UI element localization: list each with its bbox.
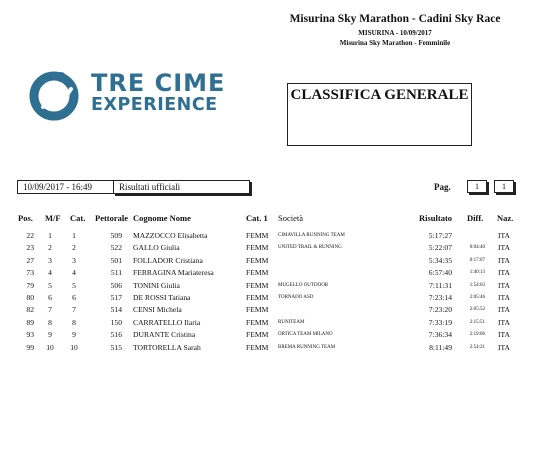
cell-mf: 7 [48, 305, 52, 315]
cell-diff: 1:54:03 [469, 282, 485, 288]
cell-cat1: FEMM [246, 268, 269, 278]
cell-naz: ITA [498, 330, 511, 340]
cell-diff: 2:19:06 [469, 332, 485, 338]
cell-pettorale: 516 [110, 330, 122, 340]
cell-risultato: 5:34:35 [428, 255, 452, 265]
race-category: Misurina Sky Marathon - Femminile [339, 39, 451, 47]
cell-cat1: FEMM [246, 317, 269, 327]
cell-mf: 1 [48, 231, 52, 240]
cell-societa: BREMA RUNNING TEAM [278, 344, 336, 350]
cell-pos: 79 [26, 280, 34, 290]
cell-name: MAZZOCCO Elisabetta [133, 231, 208, 240]
cell-pettorale: 150 [110, 317, 122, 327]
cell-cat: 9 [72, 330, 76, 340]
cell-diff: 2:54:21 [469, 344, 485, 350]
cell-risultato: 7:11:31 [429, 280, 452, 290]
cell-naz: ITA [498, 268, 511, 278]
page-title: Misurina Sky Marathon - Cadini Sky Race [289, 13, 501, 25]
cell-diff: 0:04:40 [469, 245, 485, 251]
cell-mf: 6 [48, 293, 52, 302]
col-header-cat: Cat. [70, 213, 86, 223]
col-header-pettorale: Pettorale [95, 213, 129, 223]
cell-risultato: 5:22:07 [428, 243, 452, 253]
cell-pettorale: 511 [110, 268, 122, 278]
cell-name: CARRATELLO Ilaria [133, 317, 201, 327]
cell-risultato: 7:36:34 [428, 330, 452, 340]
cell-cat: 6 [72, 293, 76, 302]
cell-pos: 89 [26, 317, 34, 327]
cell-mf: 9 [48, 330, 52, 340]
cell-mf: 8 [48, 317, 52, 327]
cell-cat1: FEMM [246, 330, 269, 340]
logo-text-experience: EXPERIENCE [91, 95, 218, 115]
page-label: Pag. [434, 182, 451, 192]
cell-mf: 2 [48, 243, 52, 253]
cell-pos: 82 [26, 305, 34, 315]
cell-risultato: 7:33:19 [428, 317, 452, 327]
cell-risultato: 5:17:27 [428, 231, 452, 240]
cell-cat1: FEMM [246, 243, 269, 253]
cell-cat1: FEMM [246, 255, 269, 265]
cell-name: GALLO Giulia [133, 243, 180, 253]
cell-pos: 23 [26, 243, 34, 253]
cell-naz: ITA [498, 342, 511, 352]
cell-societa: ORTICA TEAM MILANO [278, 332, 333, 338]
cell-mf: 4 [48, 268, 52, 278]
cell-name: DURANTE Cristina [133, 330, 196, 340]
cell-diff: 0:17:07 [469, 257, 485, 263]
col-header-mf: M/F [45, 213, 61, 223]
cell-mf: 3 [48, 255, 52, 265]
cell-pos: 99 [26, 342, 34, 352]
cell-diff: 1:40:13 [469, 270, 485, 276]
col-header-cat1: Cat. 1 [246, 213, 268, 223]
cell-pettorale: 515 [110, 342, 122, 352]
cell-risultato: 6:57:40 [428, 268, 452, 278]
cell-cat1: FEMM [246, 280, 269, 290]
cell-mf: 5 [48, 280, 52, 290]
cell-name: FERRAGINA Mariateresa [133, 268, 214, 278]
datetime-box: 10/09/2017 - 16:49 [17, 180, 114, 194]
cell-cat1: FEMM [246, 305, 269, 315]
cell-name: TORTORELLA Sarah [133, 342, 201, 352]
col-header-risultato: Risultato [419, 213, 453, 223]
cell-name: TONINI Giulia [133, 280, 180, 290]
cell-naz: ITA [498, 293, 511, 302]
cell-societa: UNITED TRAIL & RUNNING [278, 245, 342, 251]
cell-naz: ITA [498, 231, 511, 240]
cell-cat: 3 [72, 255, 76, 265]
cell-risultato: 8:11:49 [429, 342, 452, 352]
cell-pos: 80 [26, 293, 34, 302]
cell-naz: ITA [498, 317, 511, 327]
classifica-box [287, 83, 472, 146]
cell-name: FOLLADOR Cristiana [133, 255, 203, 265]
classifica-title: CLASSIFICA GENERALE [290, 87, 469, 103]
cell-cat: 7 [72, 305, 76, 315]
cell-name: DE ROSSI Tatiana [133, 293, 191, 302]
cell-pos: 22 [26, 231, 34, 240]
cell-naz: ITA [498, 255, 511, 265]
cell-name: CENSI Michela [133, 305, 182, 315]
col-header-pos: Pos. [18, 213, 33, 223]
col-header-naz: Naz. [497, 213, 514, 223]
cell-pos: 27 [26, 255, 34, 265]
cell-pettorale: 517 [110, 293, 122, 302]
col-header-societa: Società [278, 213, 304, 223]
cell-diff: 2:15:51 [469, 319, 485, 325]
cell-pos: 93 [26, 330, 34, 340]
col-header-name: Cognome Nome [133, 213, 191, 223]
cell-cat1: FEMM [246, 231, 269, 240]
status-box: Risultati ufficiali [113, 180, 250, 194]
tre-cime-logo [25, 67, 226, 125]
runner-logo-icon [25, 67, 85, 125]
cell-diff: 2:05:52 [469, 307, 485, 313]
cell-societa: MUGELLO OUTDOOR [278, 282, 329, 288]
cell-pettorale: 522 [110, 243, 122, 253]
cell-societa: TORNADO ASD [278, 295, 314, 300]
logo-text-tre-cime: TRE CIME [91, 69, 226, 97]
cell-cat: 2 [72, 243, 76, 253]
cell-naz: ITA [498, 305, 511, 315]
cell-cat: 4 [72, 268, 76, 278]
cell-societa: CIMAVILLA RUNNING TEAM [278, 233, 345, 238]
cell-societa: RUNITEAM [278, 319, 305, 325]
cell-naz: ITA [498, 243, 511, 253]
cell-pettorale: 509 [110, 231, 122, 240]
cell-cat: 8 [72, 317, 76, 327]
cell-pettorale: 506 [110, 280, 122, 290]
cell-cat1: FEMM [246, 342, 269, 352]
cell-diff: 2:05:46 [469, 295, 485, 300]
cell-cat: 1 [72, 231, 76, 240]
cell-risultato: 7:23:14 [428, 293, 452, 302]
page-current: 1 [467, 180, 487, 193]
event-date: MISURINA - 10/09/2017 [358, 29, 432, 37]
cell-naz: ITA [498, 280, 511, 290]
cell-pettorale: 501 [110, 255, 122, 265]
cell-mf: 10 [46, 342, 54, 352]
col-header-diff: Diff. [467, 213, 484, 223]
cell-risultato: 7:23:20 [428, 305, 452, 315]
cell-cat: 10 [70, 342, 78, 352]
cell-cat: 5 [72, 280, 76, 290]
cell-cat1: FEMM [246, 293, 269, 302]
cell-pettorale: 514 [110, 305, 122, 315]
page-total: 1 [494, 180, 514, 193]
cell-pos: 73 [26, 268, 34, 278]
